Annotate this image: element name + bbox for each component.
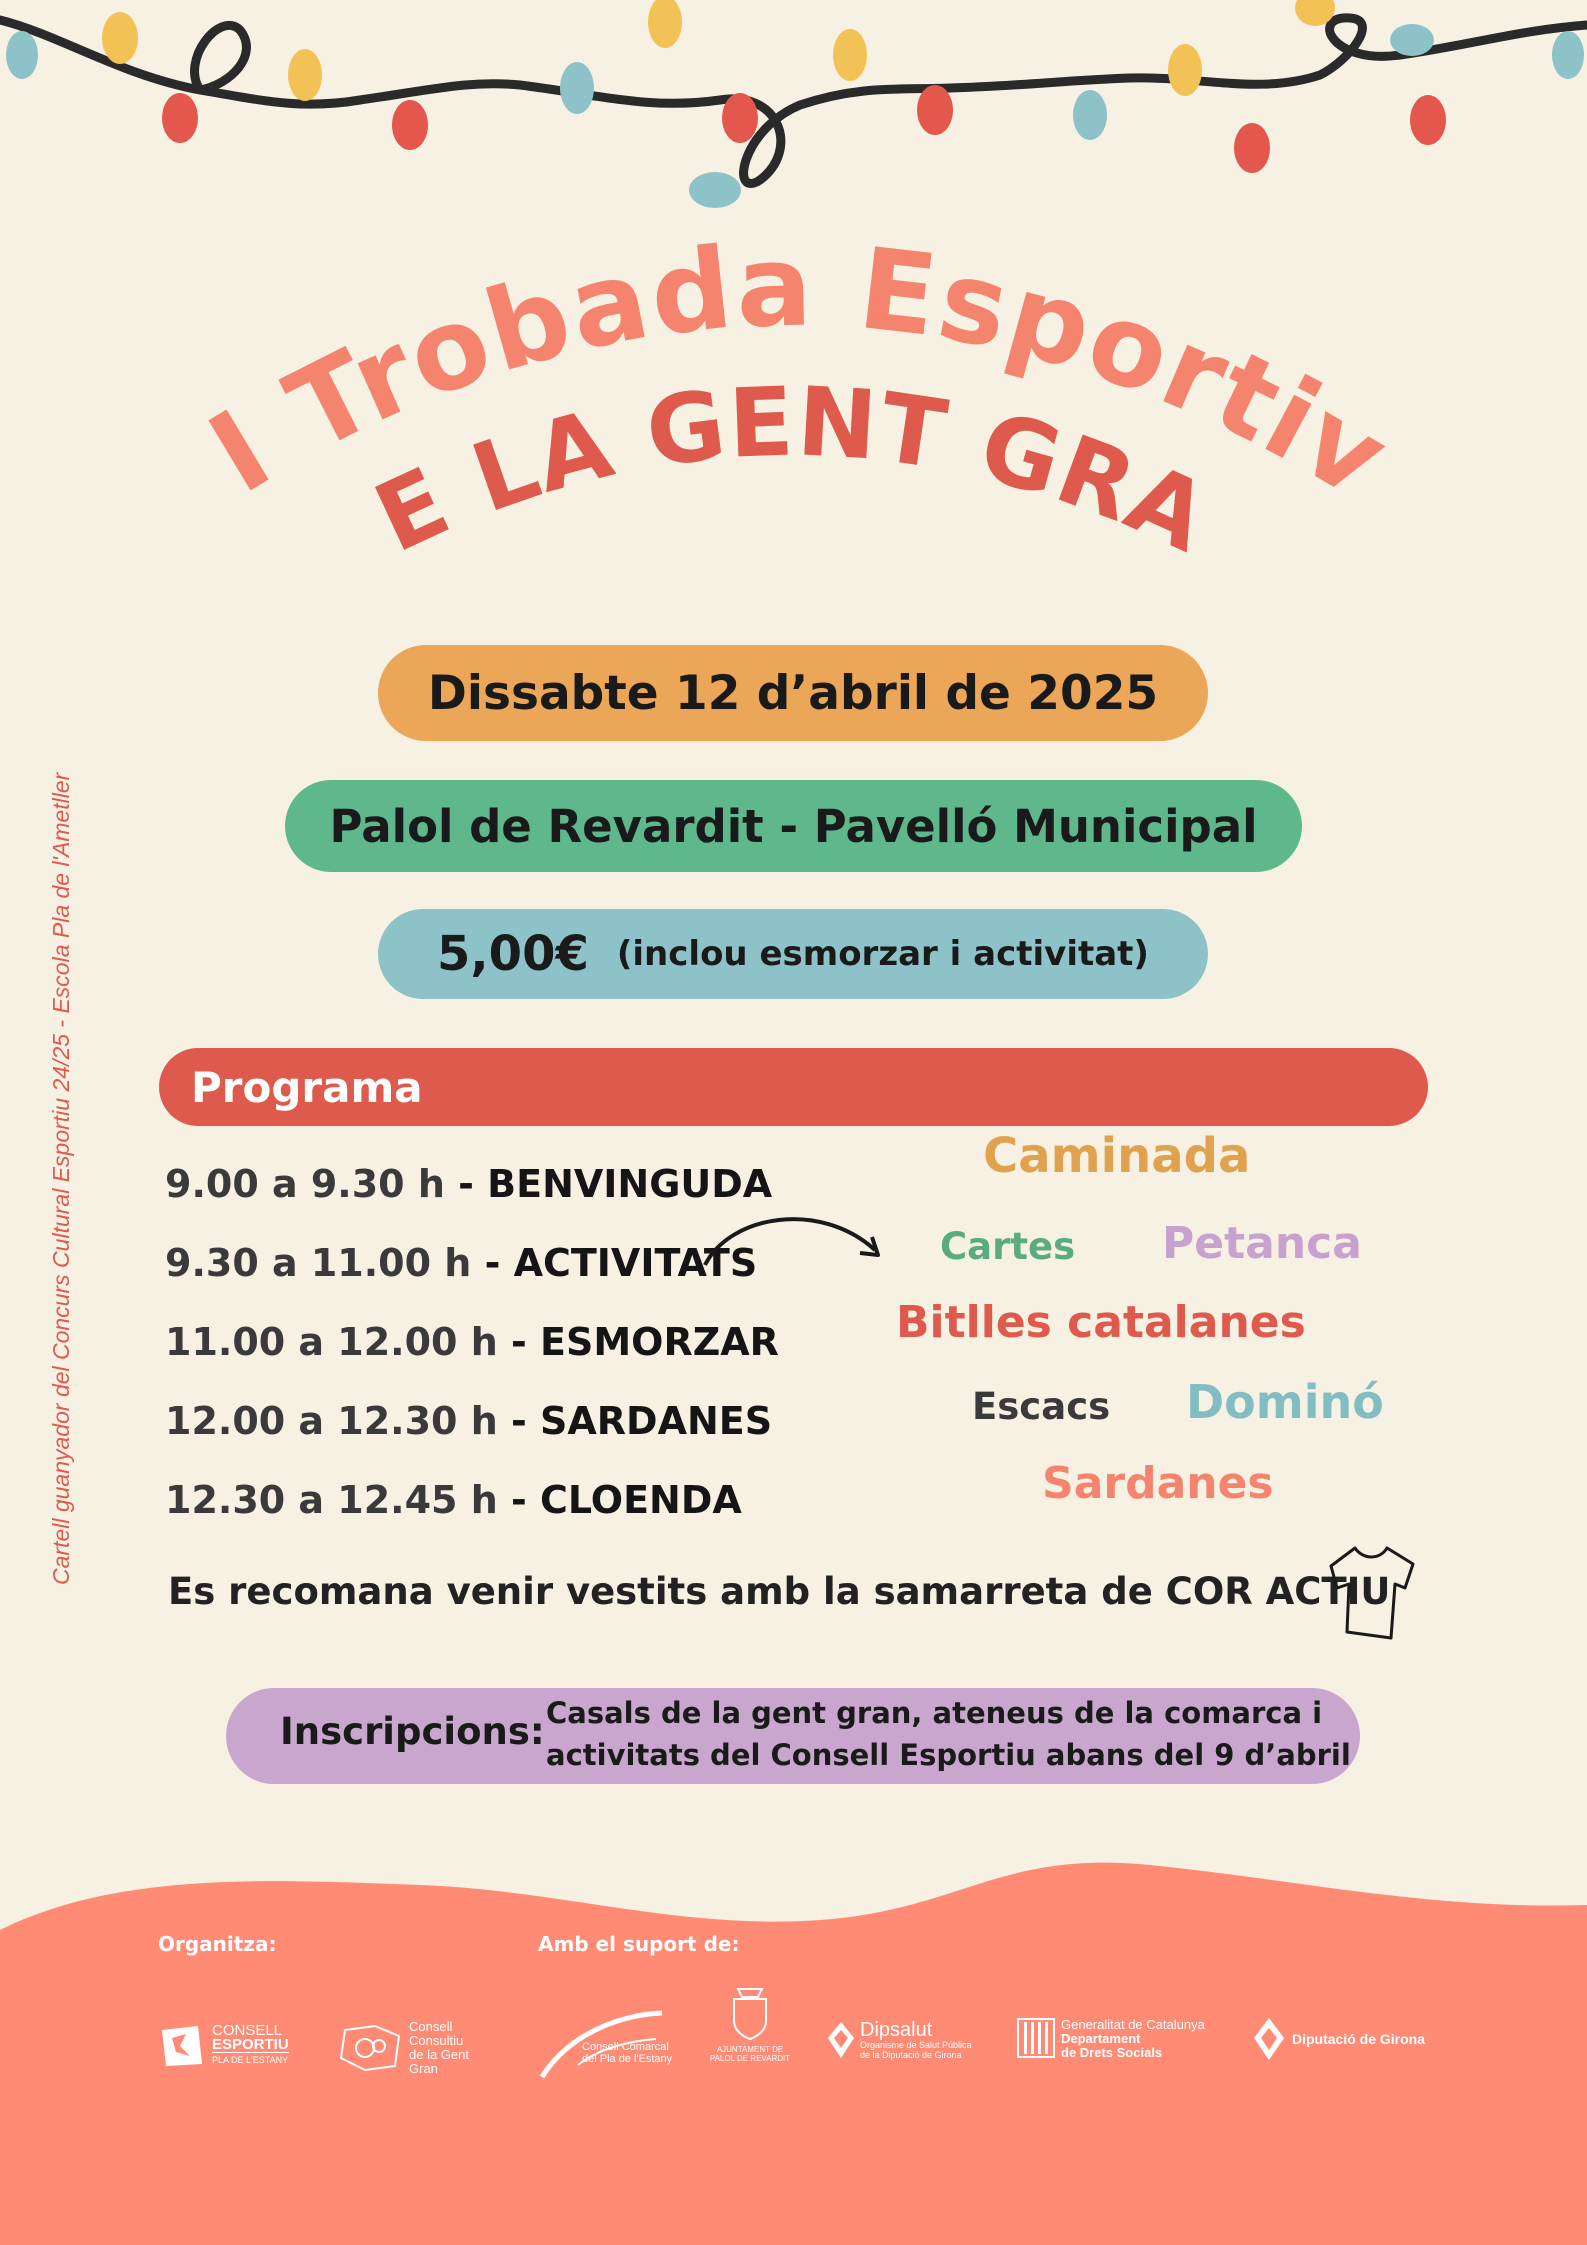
senyera-icon <box>1017 2018 1055 2058</box>
inscriptions-text: Casals de la gent gran, ateneus de la comarca i activitats del Consell Esportiu abans del 9 d’abril <box>546 1696 1351 1772</box>
price-amount: 5,00€ <box>437 926 589 982</box>
logo-dipsalut: Dipsalut Organisme de Salut Pública de la Diputació de Girona <box>826 2020 972 2060</box>
logo-consell-esportiu: CONSELL ESPORTIU PLA DE L'ESTANY <box>158 2022 289 2068</box>
organizer-label: Organitza: <box>158 1932 277 1956</box>
title-line-2: E LA GENT GRA <box>359 367 1225 575</box>
event-price-banner <box>378 909 1208 999</box>
tshirt-recommendation: Es recomana venir vestits amb la samarreta de COR ACTIU <box>168 1570 1391 1613</box>
event-date-banner: Dissabte 12 d’abril de 2025 <box>378 645 1208 741</box>
schedule-item: 9.00 a 9.30 h - BENVINGUDA <box>165 1162 773 1206</box>
activity-cartes: Cartes <box>940 1225 1076 1268</box>
emblem-icon <box>826 2020 856 2060</box>
schedule-item: 12.30 a 12.45 h - CLOENDA <box>165 1478 742 1522</box>
logo-consell-consultiu: Consell Consultiu de la Gent Gran <box>335 2020 469 2076</box>
coat-of-arms-icon <box>728 1985 772 2041</box>
schedule-item: 9.30 a 11.00 h - ACTIVITATS <box>165 1241 758 1285</box>
speech-bubbles-icon <box>335 2022 405 2074</box>
schedule-item: 11.00 a 12.00 h - ESMORZAR <box>165 1320 779 1364</box>
activity-bitlles: Bitlles catalanes <box>896 1297 1306 1348</box>
activity-caminada: Caminada <box>983 1128 1251 1184</box>
logo-generalitat: Generalitat de Catalunya Departament de Drets Socials <box>1017 2018 1205 2060</box>
activity-petanca: Petanca <box>1162 1218 1362 1269</box>
inscriptions-label: Inscripcions: <box>280 1710 545 1753</box>
logo-diputacio: Diputació de Girona <box>1252 2016 1425 2062</box>
logo-consell-comarcal: Consell Comarcal del Pla de l'Estany <box>538 2005 678 2085</box>
runner-icon <box>158 2022 206 2068</box>
support-label: Amb el suport de: <box>538 1932 740 1956</box>
activity-domino: Dominó <box>1186 1375 1384 1429</box>
string-lights-decoration <box>0 0 1587 230</box>
activity-sardanes: Sardanes <box>1042 1458 1274 1509</box>
program-header: Programa <box>159 1048 1428 1126</box>
arrow-icon <box>700 1205 890 1285</box>
event-place-banner: Palol de Revardit - Pavelló Municipal <box>285 780 1302 872</box>
logo-ajuntament: AJUNTAMENT DE PALOL DE REVARDIT <box>700 1985 800 2063</box>
tshirt-icon <box>1325 1540 1420 1645</box>
event-title <box>0 230 1587 610</box>
schedule-item: 12.00 a 12.30 h - SARDANES <box>165 1399 773 1443</box>
title-line-1: I Trobada Esportiv <box>188 230 1410 525</box>
poster-credit: Cartell guanyador del Concurs Cultural Esportiu 24/25 - Escola Pla de l'Ametller <box>48 772 74 1585</box>
emblem-icon <box>1252 2016 1286 2062</box>
activity-escacs: Escacs <box>972 1385 1111 1428</box>
price-note: (inclou esmorzar i activitat) <box>616 934 1149 974</box>
